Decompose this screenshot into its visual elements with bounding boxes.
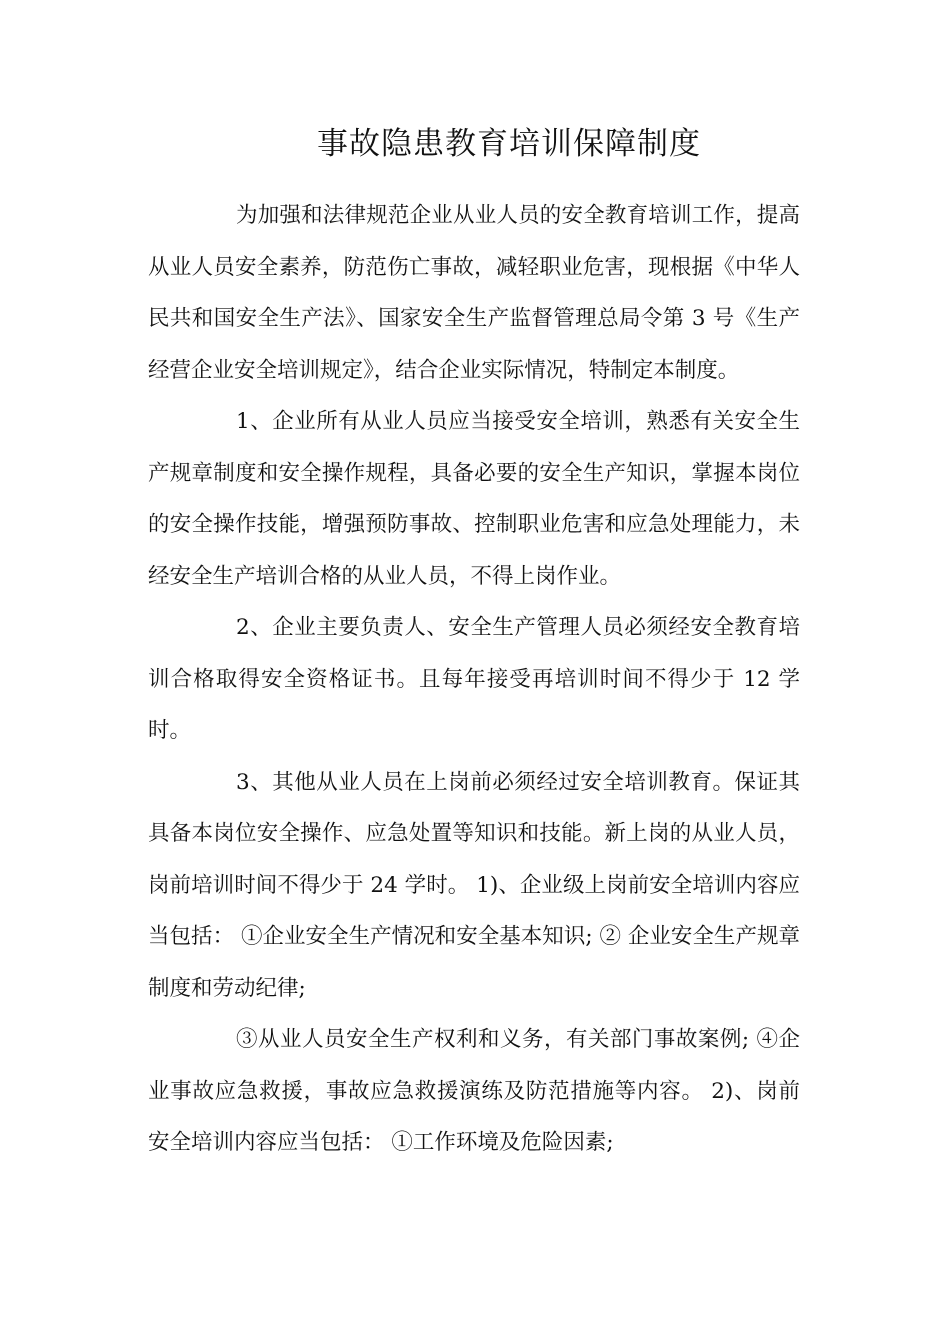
document-body bbox=[148, 190, 800, 1169]
clause-3-paragraph: 3、其他从业人员在上岗前必须经过安全培训教育。保证其具备本岗位安全操作、应急处置等知识和技能。新上岗的从业人员，岗前培训时间不得少于 24 学时。 1)、企业级上岗前安全培训内容应当包括： ①企业安全生产情况和安全基本知识; ② 企业安全生产规章制度和劳动纪律; bbox=[148, 769, 800, 1001]
clause-1-paragraph: 1、企业所有从业人员应当接受安全培训，熟悉有关安全生产规章制度和安全操作规程，具备必要的安全生产知识，掌握本岗位的安全操作技能，增强预防事故、控制职业危害和应急处理能力，未经安全生产培训合格的从业人员，不得上岗作业。 bbox=[148, 409, 800, 589]
intro-paragraph: 为加强和法律规范企业从业人员的安全教育培训工作，提高从业人员安全素养，防范伤亡事故，减轻职业危害，现根据《中华人民共和国安全生产法》、国家安全生产监督管理总局令第 3 号《生产经营企业安全培训规定》，结合企业实际情况，特制定本制度。 bbox=[148, 203, 800, 383]
document-title: 事故隐患教育培训保障制度 bbox=[317, 126, 701, 162]
clause-3-continued-paragraph: ③从业人员安全生产权利和义务，有关部门事故案例; ④企业事故应急救援，事故应急救援演练及防范措施等内容。 2)、岗前安全培训内容应当包括： ①工作环境及危险因素; bbox=[148, 1027, 800, 1155]
clause-2-paragraph: 2、企业主要负责人、安全生产管理人员必须经安全教育培训合格取得安全资格证书。且每年接受再培训时间不得少于 12 学时。 bbox=[148, 615, 800, 743]
